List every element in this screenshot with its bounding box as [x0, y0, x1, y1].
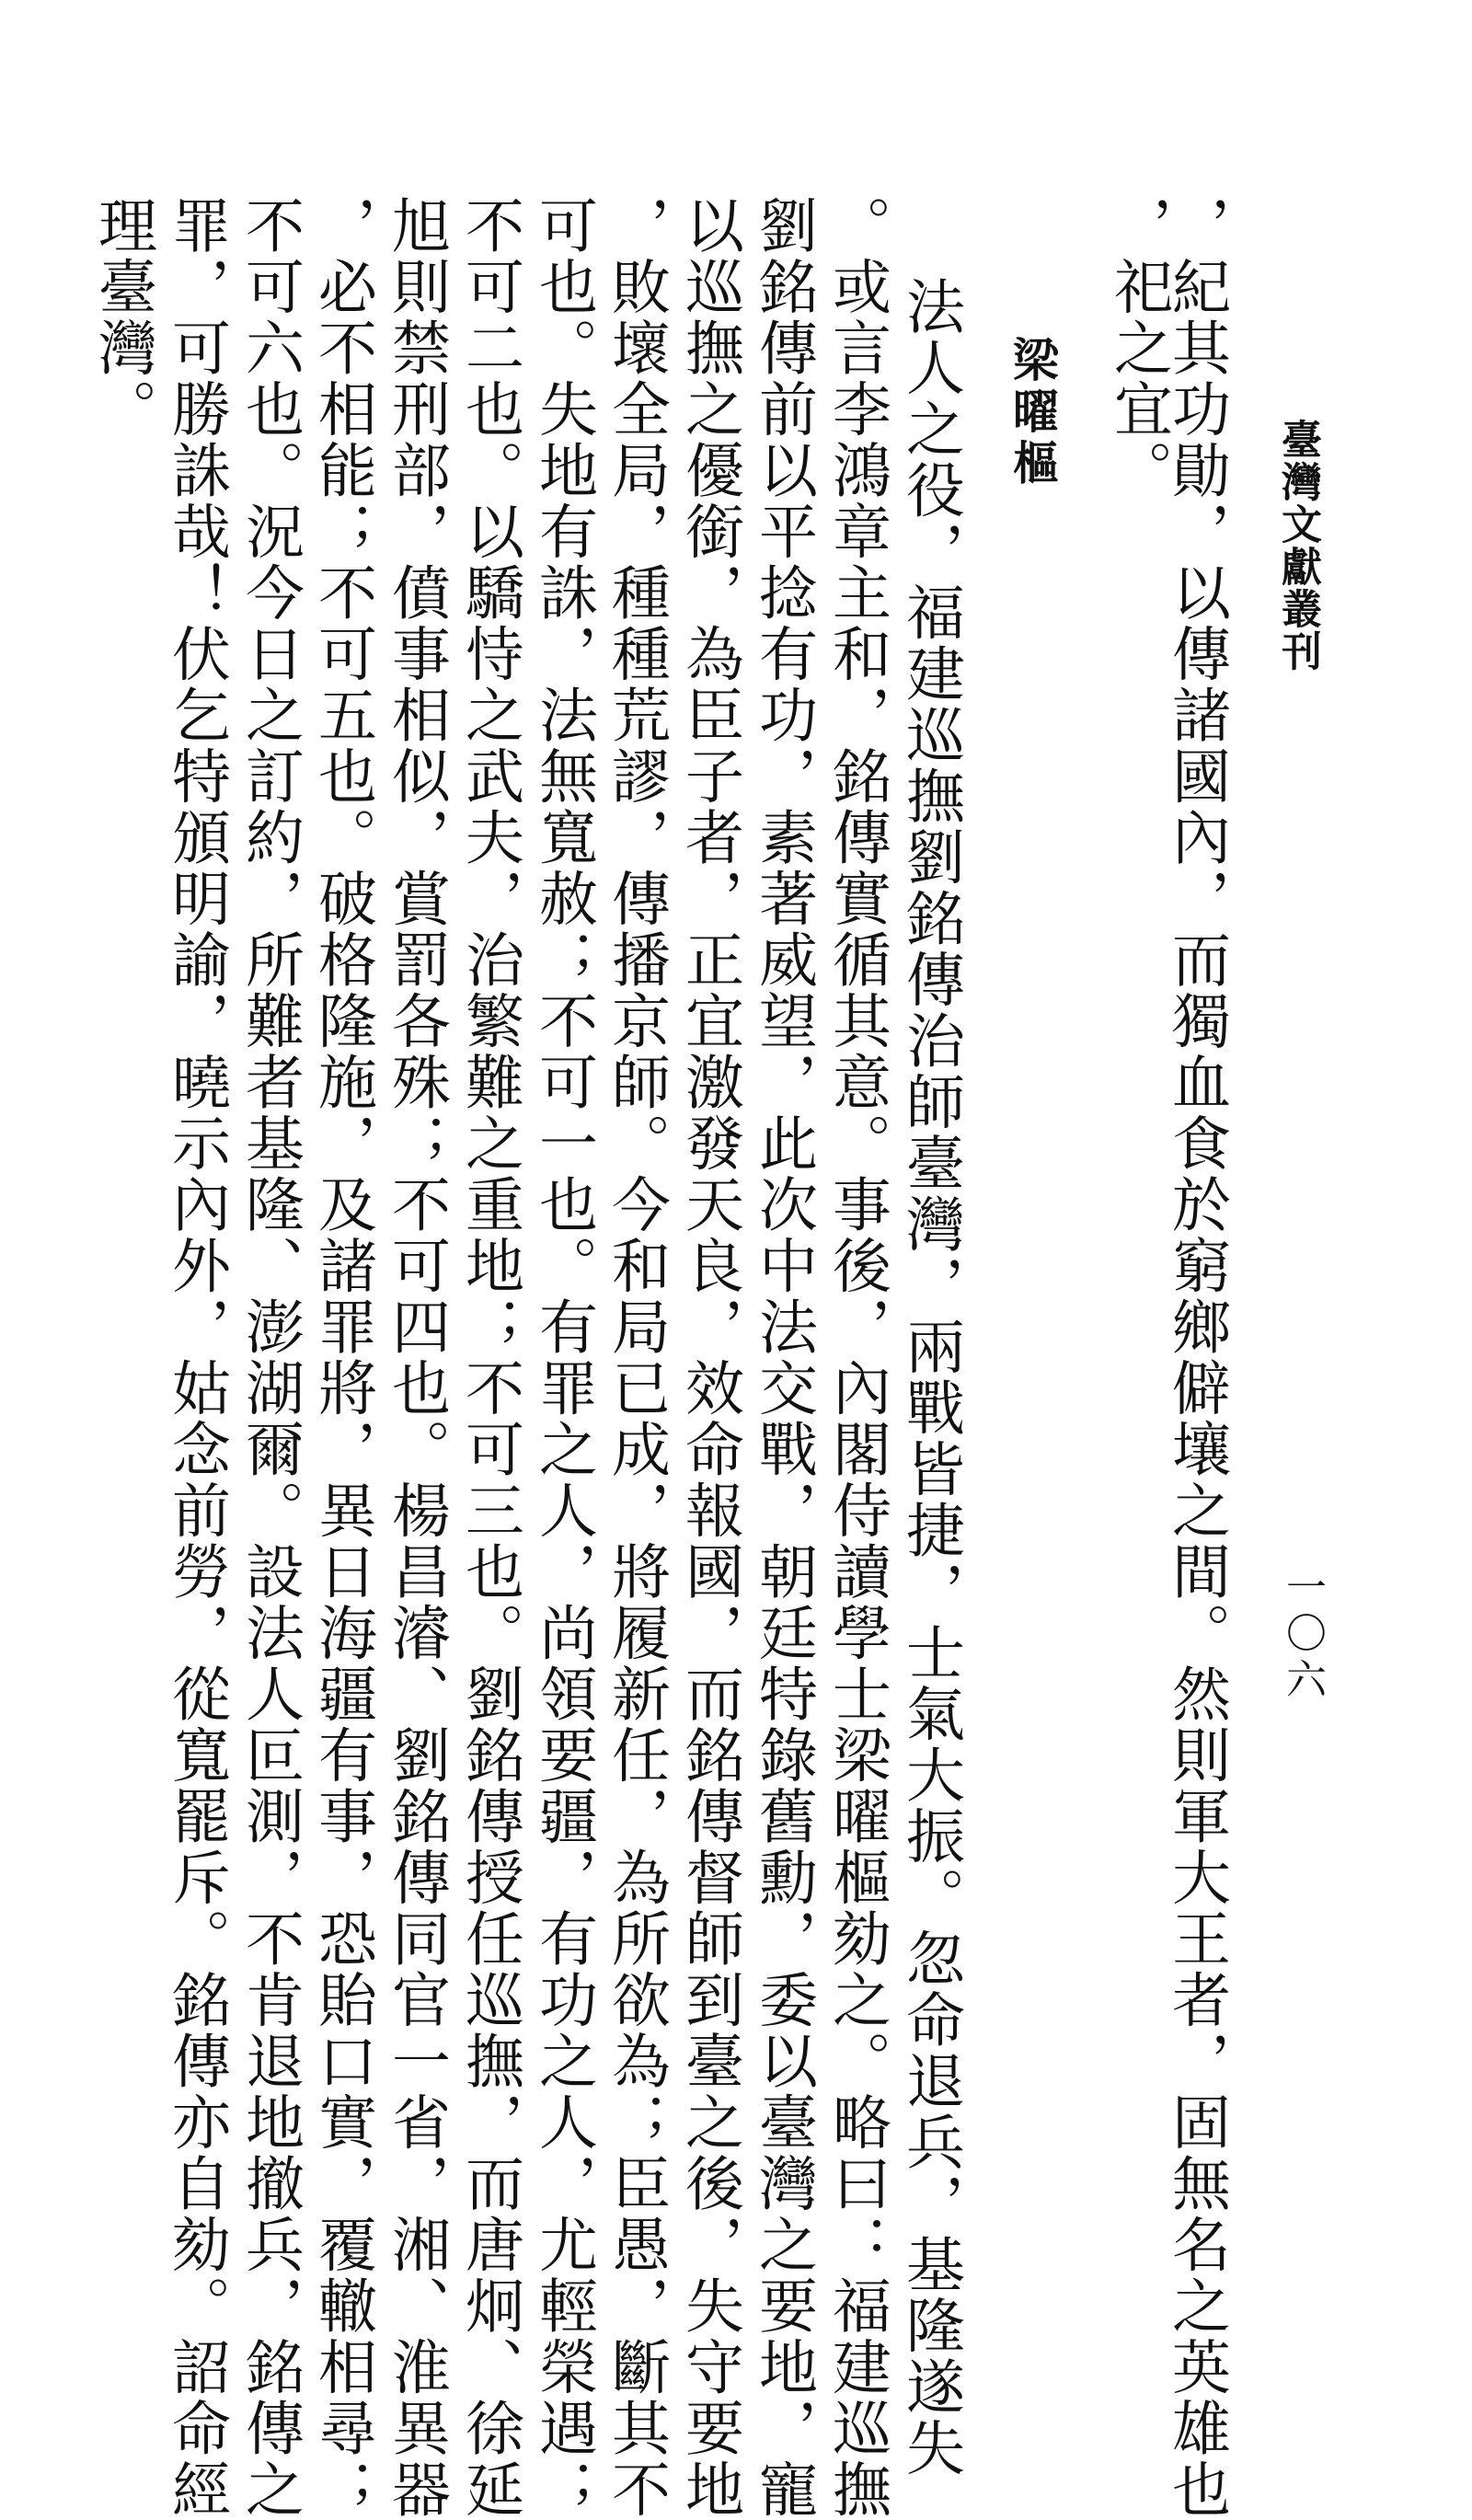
text-line: 罪，可勝誅哉！伏乞特頒明諭，曉示內外，姑念前勞，從寬罷斥。銘傳亦自劾。詔命經: [162, 195, 230, 2520]
text-line: 旭則禁刑部，僨事相似，賞罰各殊；不可四也。楊昌濬、劉銘傳同官一省，湘、淮異器: [382, 195, 450, 2520]
text-line: 不可六也。況今日之訂約，所難者基隆、澎湖爾。設法人叵測，不肯退地撤兵，銘傳之: [236, 195, 304, 2520]
page-number: 一〇六: [1279, 1566, 1326, 1704]
running-header-title: 臺灣文獻叢刊: [1274, 419, 1321, 673]
text-line: ，敗壞全局，種種荒謬，傳播京師。今和局已成，將履新任，為所欲為；臣愚，斷其不: [602, 195, 670, 2520]
text-line: 理臺灣。: [88, 195, 156, 440]
text-line: 以巡撫之優銜，為臣子者，正宜激發天良，效命報國，而銘傳督師到臺之後，失守要地: [675, 195, 743, 2520]
text-line: 法人之役，福建巡撫劉銘傳治師臺灣，兩戰皆捷，士氣大振。忽命退兵，基隆遂失: [896, 276, 964, 2479]
section-heading: 梁曜樞: [1006, 336, 1060, 490]
text-line: 可也。失地有誅，法無寬赦；不可一也。有罪之人，尚領要疆，有功之人，尤輕榮遇；: [529, 195, 597, 2520]
text-line: 。或言李鴻章主和，銘傳實循其意。事後，內閣侍讀學士梁曜樞劾之。略曰：福建巡撫: [822, 195, 891, 2520]
text-line: 不可二也。以驕恃之武夫，治繁難之重地；不可三也。劉銘傳授任巡撫，而唐炯、徐延: [455, 195, 523, 2520]
text-line: ，紀其功勛，以傳諸國內，而獨血食於窮鄉僻壤之間。然則軍大王者，固無名之英雄也: [1162, 195, 1230, 2520]
text-line: 劉銘傳前以平捻有功，素著威望，此次中法交戰，朝廷特錄舊勳，委以臺灣之要地，寵: [749, 195, 817, 2520]
text-line: ，必不相能；不可五也。破格隆施，及諸罪將，異日海疆有事，恐貽口實，覆轍相尋；: [308, 195, 376, 2520]
text-line: ，祀之宜。: [1104, 195, 1172, 501]
